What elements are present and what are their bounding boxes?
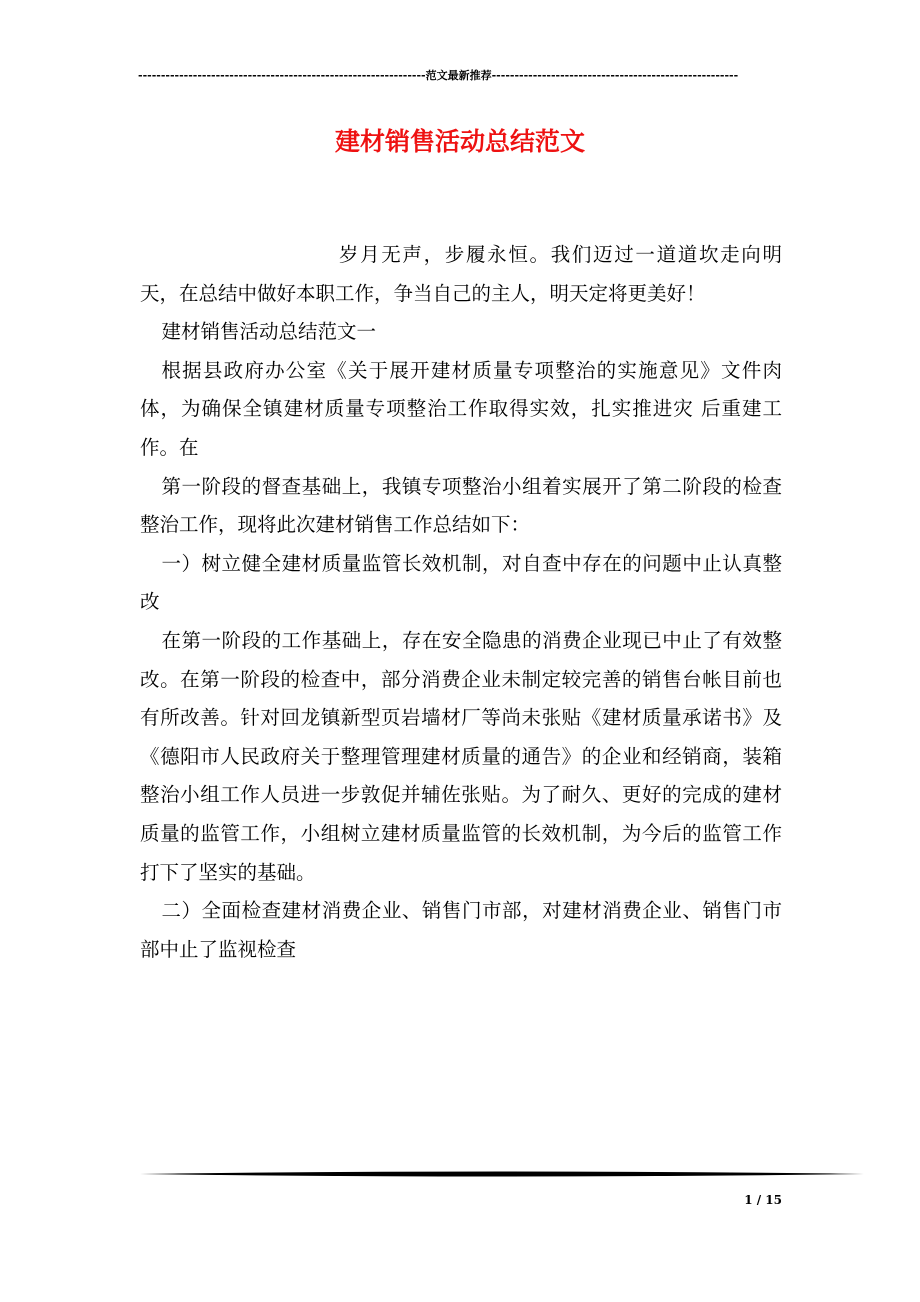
body-paragraph: 根据县政府办公室《关于展开建材质量专项整治的实施意见》文件肉体，为确保全镇建材质量专项整治工作取得实效，扎实推进灾 后重建工作。在 — [140, 358, 782, 459]
footer-divider — [140, 1170, 864, 1178]
intro-paragraph: 岁月无声，步履永恒。我们迈过一道道坎走向明天，在总结中做好本职工作，争当自己的主人，明天定将更美好！ — [140, 243, 782, 305]
section-heading: 建材销售活动总结范文一 — [161, 320, 376, 344]
document-title: 建材销售活动总结范文 — [334, 127, 585, 156]
subsection-heading: 一）树立健全建材质量监管长效机制，对自查中存在的问题中止认真整改 — [140, 551, 782, 614]
subsection-heading: 二）全面检查建材消费企业、销售门市部，对建材消费企业、销售门市部中止了监视检查 — [140, 899, 782, 961]
body-paragraph: 在第一阶段的工作基础上，存在安全隐患的消费企业现已中止了有效整改。在第一阶段的检查中，部分消费企业未制定较完善的销售台帐目前也有所改善。针对回龙镇新型页岩墙材厂等尚未张贴《建材质量承诺书》及《德阳市人民政府关于整理管理建材质量的通告》的企业和经销商，装箱整治小组工作人员进一步敦促并辅佐张贴。为了耐久、更好的完成的建材质量的监管工作，小组树立建材质量监管的长效机制，为今后的监管工作打下了坚实的基础。 — [140, 628, 782, 884]
header-banner: ---------------------------------------------------------------范文最新推荐------------------------------------------------------ — [138, 69, 739, 82]
body-paragraph: 第一阶段的督查基础上，我镇专项整治小组着实展开了第二阶段的检查整治工作，现将此次建材销售工作总结如下： — [140, 474, 782, 537]
page-number: 1 / 15 — [744, 1193, 782, 1207]
document-body — [140, 236, 782, 969]
